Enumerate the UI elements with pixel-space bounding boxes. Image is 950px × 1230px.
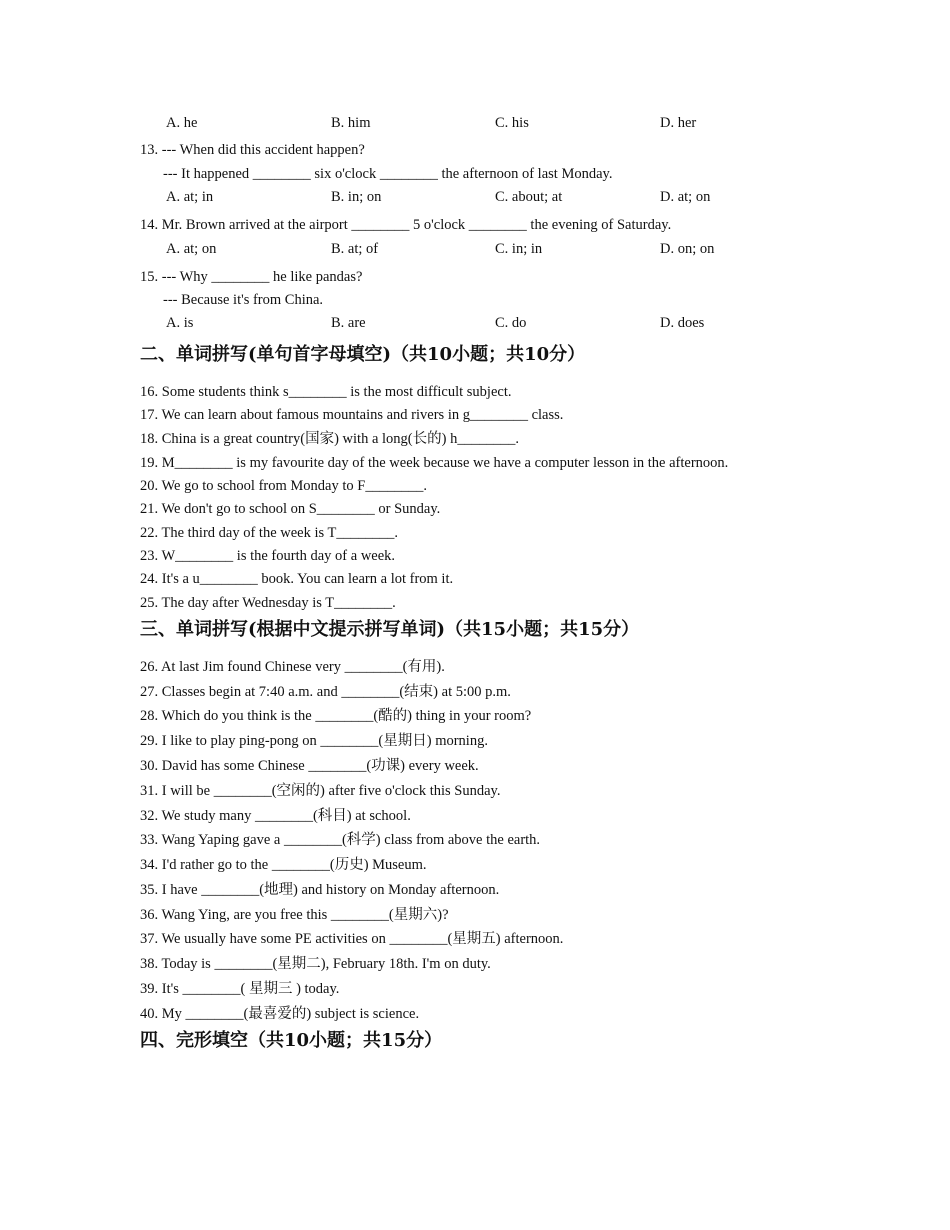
q15-line2: --- Because it's from China. [163,292,324,308]
section3-item: 26. At last Jim found Chinese very ________(有用). [140,659,445,675]
q13-option-b: B. in; on [331,189,382,205]
q14-option-c: C. in; in [495,241,543,257]
section3-item: 36. Wang Ying, are you free this ________(星期六)? [140,907,449,923]
q12-option-b: B. him [331,115,371,131]
q13-option-d: D. at; on [660,189,711,205]
section2-item: 23. W________ is the fourth day of a week. [140,548,396,564]
section2-item: 17. We can learn about famous mountains and rivers in g________ class. [140,407,564,423]
section2-item: 16. Some students think s________ is the most difficult subject. [140,384,512,400]
section2-heading: 二、单词拼写(单句首字母填空)（共10小题；共10分） [140,344,586,365]
q13-line2: --- It happened ________ six o'clock ________ the afternoon of last Monday. [163,166,613,182]
section2-item: 18. China is a great country(国家) with a long(长的) h________. [140,431,519,447]
section3-item: 27. Classes begin at 7:40 a.m. and ________(结束) at 5:00 p.m. [140,684,511,700]
q13-option-a: A. at; in [166,189,214,205]
q12-option-c: C. his [495,115,529,131]
section3-item: 31. I will be ________(空闲的) after five o'clock this Sunday. [140,783,501,799]
section3-item: 32. We study many ________(科目) at school. [140,808,411,824]
section3-item: 35. I have ________(地理) and history on Monday afternoon. [140,882,500,898]
q13-stem: 13. --- When did this accident happen? [140,142,365,158]
section2-item: 20. We go to school from Monday to F________. [140,478,427,494]
section4-heading: 四、完形填空（共10小题；共15分） [140,1030,443,1051]
q14-option-d: D. on; on [660,241,715,257]
section3-item: 37. We usually have some PE activities on ________(星期五) afternoon. [140,931,564,947]
q13-option-c: C. about; at [495,189,563,205]
section2-item: 25. The day after Wednesday is T________. [140,595,396,611]
q15-option-a: A. is [166,315,194,331]
q15-stem: 15. --- Why ________ he like pandas? [140,269,363,285]
section3-item: 38. Today is ________(星期二), February 18th. I'm on duty. [140,956,491,972]
q15-option-b: B. are [331,315,366,331]
q12-option-a: A. he [166,115,198,131]
section3-item: 28. Which do you think is the ________(酷的) thing in your room? [140,708,532,724]
section2-item: 19. M________ is my favourite day of the week because we have a computer lesson in the afternoon. [140,455,729,471]
section2-item: 21. We don't go to school on S________ or Sunday. [140,501,441,517]
section3-item: 40. My ________(最喜爱的) subject is science. [140,1006,420,1022]
q12-option-d: D. her [660,115,697,131]
section3-item: 30. David has some Chinese ________(功课) every week. [140,758,479,774]
q15-option-d: D. does [660,315,705,331]
q14-stem: 14. Mr. Brown arrived at the airport ________ 5 o'clock ________ the evening of Saturday. [140,217,672,233]
q14-option-a: A. at; on [166,241,217,257]
q15-option-c: C. do [495,315,527,331]
section2-item: 22. The third day of the week is T________. [140,525,399,541]
section3-heading: 三、单词拼写(根据中文提示拼写单词)（共15小题；共15分） [140,619,640,640]
q14-option-b: B. at; of [331,241,379,257]
section3-item: 29. I like to play ping-pong on ________(星期日) morning. [140,733,488,749]
section3-item: 39. It's ________( 星期三 ) today. [140,981,340,997]
section2-item: 24. It's a u________ book. You can learn a lot from it. [140,571,454,587]
section3-item: 33. Wang Yaping gave a ________(科学) class from above the earth. [140,832,541,848]
section3-item: 34. I'd rather go to the ________(历史) Museum. [140,857,427,873]
